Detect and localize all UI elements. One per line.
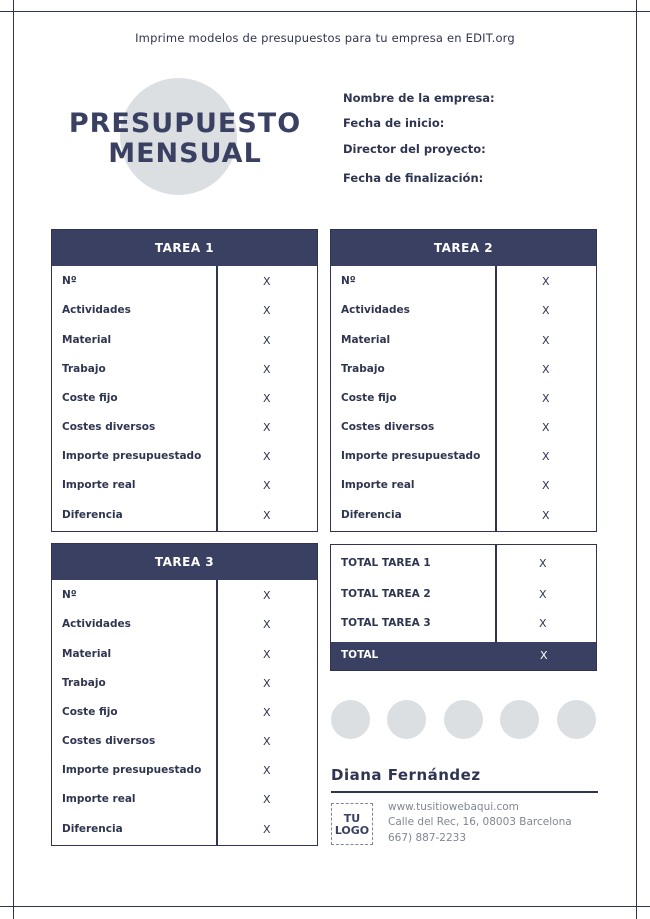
task-row-value: X bbox=[263, 677, 271, 690]
task-table-1 bbox=[51, 229, 318, 532]
info-end-date: Fecha de finalización: bbox=[343, 171, 484, 185]
signatory-name: Diana Fernández bbox=[331, 766, 481, 784]
task-row-value: X bbox=[263, 450, 271, 463]
logo-placeholder bbox=[331, 803, 373, 845]
totals-value: X bbox=[539, 588, 547, 601]
task-row-label: Importe real bbox=[62, 479, 136, 491]
title-line-2: MENSUAL bbox=[108, 138, 262, 169]
task-row-value: X bbox=[263, 304, 271, 317]
task-row-label: Nº bbox=[62, 589, 77, 601]
frame-line-left bbox=[13, 0, 14, 919]
task-row-label: Coste fijo bbox=[62, 706, 118, 718]
task-row-label: Importe presupuestado bbox=[62, 764, 202, 776]
task-row-value: X bbox=[263, 363, 271, 376]
decorative-dot bbox=[444, 700, 483, 739]
frame-line-right bbox=[636, 0, 637, 919]
task-row-label: Actividades bbox=[62, 618, 131, 630]
task-row-value: X bbox=[542, 275, 550, 288]
task-row-label: Material bbox=[341, 334, 391, 346]
task-row-label: Material bbox=[62, 648, 112, 660]
task-row-label: Importe presupuestado bbox=[62, 450, 202, 462]
signature-line bbox=[331, 791, 598, 793]
task-row-value: X bbox=[542, 392, 550, 405]
task-row-label: Costes diversos bbox=[62, 421, 156, 433]
task-row-label: Actividades bbox=[341, 304, 410, 316]
task-row-label: Trabajo bbox=[341, 363, 385, 375]
task-row-label: Material bbox=[62, 334, 112, 346]
task-row-value: X bbox=[263, 764, 271, 777]
task-row-label: Importe real bbox=[62, 793, 136, 805]
task-row-label: Diferencia bbox=[62, 509, 123, 521]
task-row-label: Costes diversos bbox=[341, 421, 435, 433]
task-row-value: X bbox=[542, 421, 550, 434]
task-row-value: X bbox=[263, 334, 271, 347]
task-row-label: Trabajo bbox=[62, 363, 106, 375]
decorative-dot bbox=[387, 700, 426, 739]
task-row-value: X bbox=[263, 479, 271, 492]
info-start-date: Fecha de inicio: bbox=[343, 116, 445, 130]
contact-website: www.tusitiowebaqui.com bbox=[388, 801, 519, 813]
logo-text-line-1: TU bbox=[343, 812, 361, 825]
grand-total-value: X bbox=[540, 649, 548, 662]
task-row-value: X bbox=[263, 421, 271, 434]
task-table-3 bbox=[51, 543, 318, 846]
task-table-divider bbox=[495, 266, 497, 531]
title-line-1: PRESUPUESTO bbox=[68, 108, 302, 139]
task-row-value: X bbox=[542, 479, 550, 492]
task-row-value: X bbox=[263, 648, 271, 661]
task-row-label: Costes diversos bbox=[62, 735, 156, 747]
info-project-director: Director del proyecto: bbox=[343, 142, 486, 156]
task-row-value: X bbox=[263, 275, 271, 288]
task-row-value: X bbox=[542, 450, 550, 463]
task-row-value: X bbox=[263, 823, 271, 836]
task-row-value: X bbox=[263, 618, 271, 631]
task-row-label: Importe real bbox=[341, 479, 415, 491]
task-table-2 bbox=[330, 229, 597, 532]
task-table-divider bbox=[216, 266, 218, 531]
frame-line-top bbox=[0, 11, 650, 12]
task-row-label: Importe presupuestado bbox=[341, 450, 481, 462]
totals-divider bbox=[495, 545, 497, 642]
task-row-value: X bbox=[263, 589, 271, 602]
task-row-label: Coste fijo bbox=[62, 392, 118, 404]
task-row-value: X bbox=[263, 793, 271, 806]
task-table-title: TAREA 1 bbox=[52, 230, 317, 266]
frame-line-bottom bbox=[0, 906, 650, 907]
task-row-label: Nº bbox=[62, 275, 77, 287]
grand-total-row bbox=[331, 642, 596, 670]
contact-address: Calle del Rec, 16, 08003 Barcelona bbox=[388, 816, 572, 828]
task-row-value: X bbox=[542, 363, 550, 376]
totals-label: TOTAL TAREA 1 bbox=[341, 557, 431, 569]
task-table-body bbox=[52, 580, 317, 845]
task-table-body bbox=[331, 266, 596, 531]
task-row-value: X bbox=[263, 735, 271, 748]
task-row-value: X bbox=[542, 509, 550, 522]
task-table-divider bbox=[216, 580, 218, 845]
task-row-label: Diferencia bbox=[341, 509, 402, 521]
totals-table bbox=[330, 544, 597, 671]
task-row-label: Diferencia bbox=[62, 823, 123, 835]
task-row-value: X bbox=[263, 392, 271, 405]
info-company-name: Nombre de la empresa: bbox=[343, 91, 495, 105]
task-table-title: TAREA 3 bbox=[52, 544, 317, 580]
totals-value: X bbox=[539, 617, 547, 630]
promo-text: Imprime modelos de presupuestos para tu empresa en EDIT.org bbox=[135, 31, 515, 45]
decorative-dot bbox=[331, 700, 370, 739]
task-row-label: Coste fijo bbox=[341, 392, 397, 404]
totals-value: X bbox=[539, 557, 547, 570]
task-row-value: X bbox=[542, 334, 550, 347]
logo-text-line-2: LOGO bbox=[334, 824, 370, 837]
task-row-value: X bbox=[263, 509, 271, 522]
task-row-label: Actividades bbox=[62, 304, 131, 316]
decorative-dot bbox=[500, 700, 539, 739]
contact-phone: 667) 887-2233 bbox=[388, 832, 467, 844]
task-table-title: TAREA 2 bbox=[331, 230, 596, 266]
totals-label: TOTAL TAREA 2 bbox=[341, 588, 431, 600]
decorative-dot bbox=[557, 700, 596, 739]
task-row-value: X bbox=[542, 304, 550, 317]
task-row-value: X bbox=[263, 706, 271, 719]
task-row-label: Nº bbox=[341, 275, 356, 287]
grand-total-label: TOTAL bbox=[341, 649, 379, 661]
task-table-body bbox=[52, 266, 317, 531]
totals-label: TOTAL TAREA 3 bbox=[341, 617, 431, 629]
task-row-label: Trabajo bbox=[62, 677, 106, 689]
